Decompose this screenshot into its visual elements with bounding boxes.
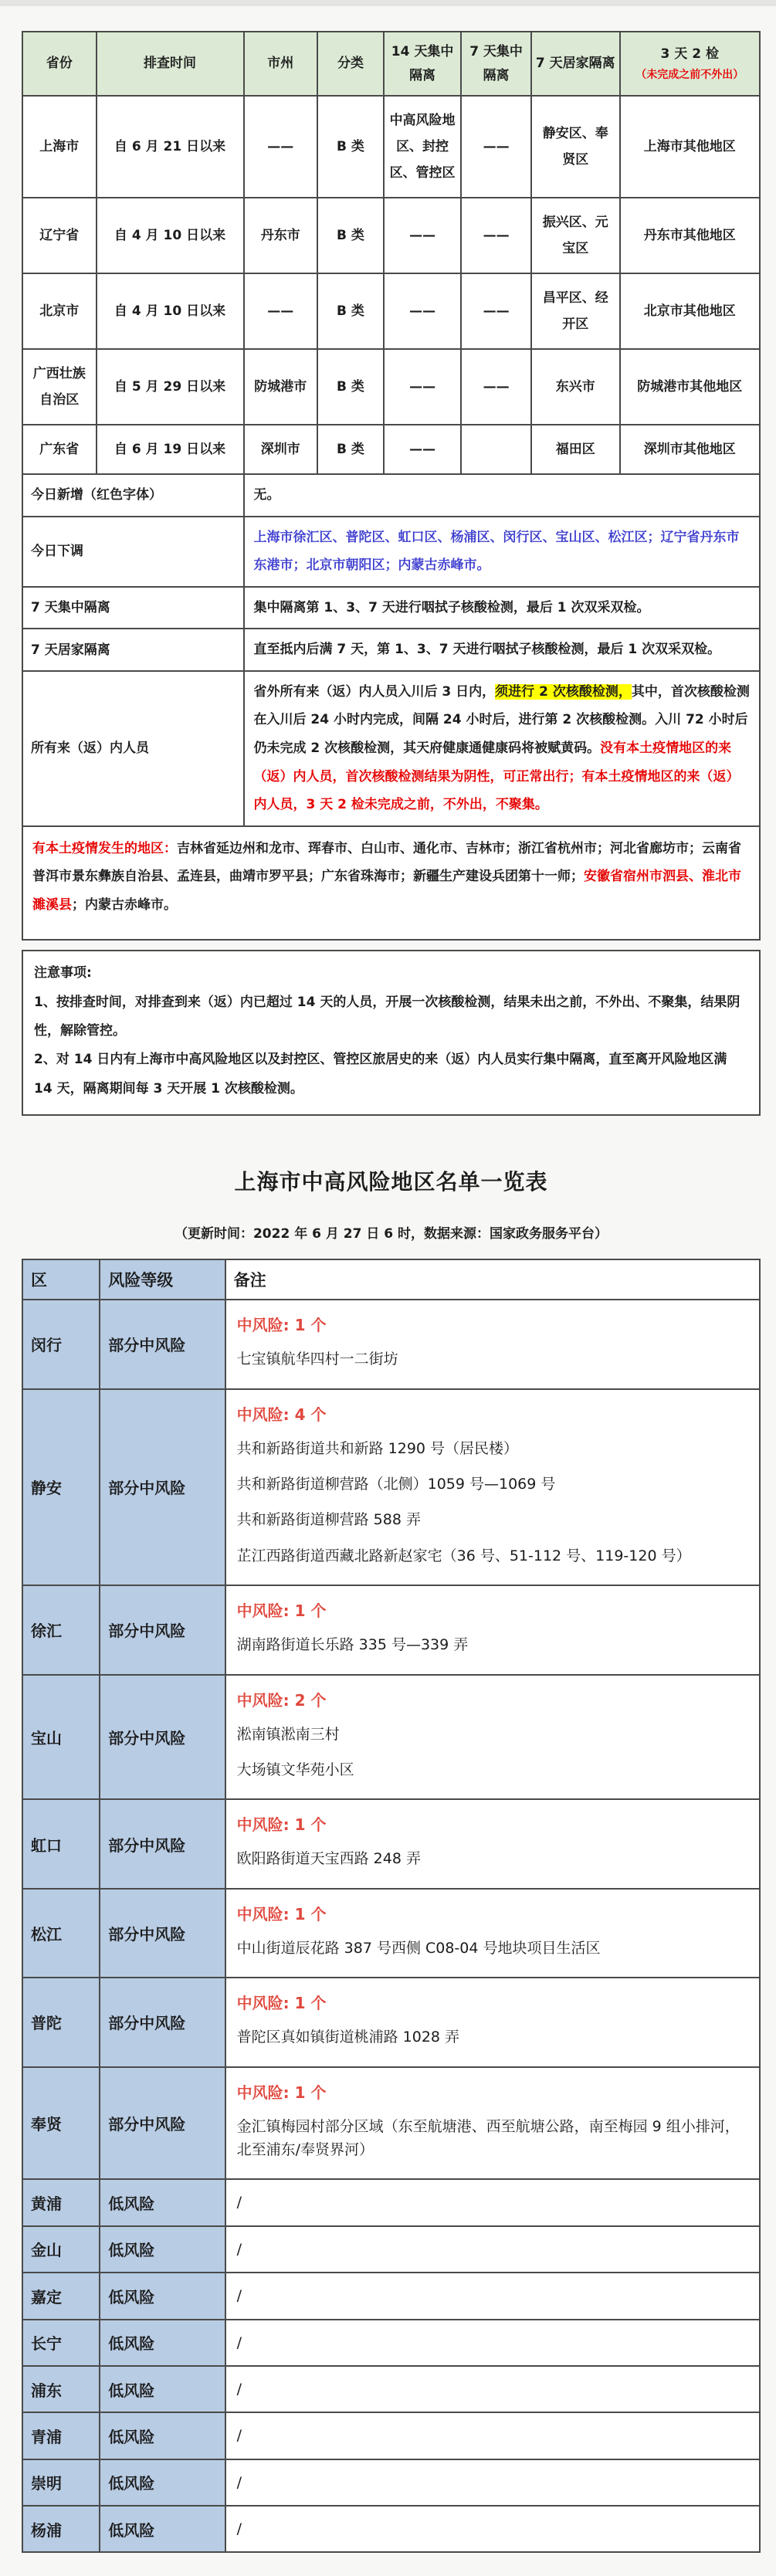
risk-level-cell: 部分中风险 — [100, 1585, 225, 1674]
address-line: / — [236, 2473, 242, 2491]
risk-count-label: 中风险: 1 个 — [236, 1316, 327, 1335]
cell: 北京市 — [22, 273, 97, 349]
table-row — [22, 2179, 760, 2225]
cell: 上海市其他地区 — [620, 96, 760, 198]
cell: B 类 — [317, 349, 384, 425]
remark-cell — [225, 1389, 760, 1586]
risk-count-label: 中风险: 1 个 — [236, 1602, 327, 1621]
cell: 辽宁省 — [22, 198, 97, 273]
cell: 昌平区、经开区 — [531, 273, 620, 349]
info-row — [22, 587, 760, 629]
risk-area-table — [22, 1259, 761, 2553]
section2-subtitle: （更新时间：2022 年 6 月 27 日 6 时，数据来源：国家政务服务平台） — [174, 1226, 608, 1242]
notes-box — [22, 950, 761, 1116]
cell: —— — [244, 96, 318, 198]
table-row — [22, 349, 760, 425]
district-cell: 浦东 — [22, 2366, 100, 2412]
info-row-label: 今日新增（红色字体） — [22, 474, 244, 517]
info-row — [22, 671, 760, 826]
cell: 丹东市其他地区 — [620, 198, 760, 273]
cell: B 类 — [317, 273, 384, 349]
text-segment: 无。 — [253, 487, 280, 503]
info-row-value — [244, 671, 761, 826]
table-row — [22, 198, 760, 273]
cell: —— — [461, 96, 531, 198]
column-header-label: 分类 — [337, 56, 364, 72]
column-header — [384, 32, 461, 96]
address-line: 七宝镇航华四村一二街坊 — [236, 1351, 398, 1368]
cell: B 类 — [317, 425, 384, 474]
note-item: 2、对 14 日内有上海市中高风险地区以及封控区、管控区旅居史的来（返）内人员实行集中隔离，直至离开风险地区满 14 天，隔离期间每 3 天开展 1 次核酸检测。 — [34, 1052, 727, 1096]
remark-cell — [225, 2459, 760, 2506]
table-row — [22, 2506, 760, 2552]
info-row-value — [244, 629, 761, 671]
remark-cell — [225, 2366, 760, 2412]
risk-level-cell: 部分中风险 — [100, 1799, 225, 1888]
risk-level-cell: 部分中风险 — [100, 1389, 225, 1586]
district-cell: 普陀 — [22, 1978, 100, 2066]
risk-level-cell: 部分中风险 — [100, 1978, 225, 2066]
remark-cell — [225, 1978, 760, 2066]
remark-cell — [225, 1889, 760, 1978]
address-line: 湖南路街道长乐路 335 号—339 弄 — [236, 1636, 469, 1654]
district-cell: 嘉定 — [22, 2273, 100, 2319]
cell: —— — [461, 273, 531, 349]
info-row — [22, 629, 760, 671]
column-header — [317, 32, 384, 96]
table-row — [22, 2412, 760, 2459]
info-row — [22, 517, 760, 587]
cell: 上海市 — [22, 96, 97, 198]
risk-count-label: 中风险: 1 个 — [236, 1904, 327, 1924]
table-row — [22, 2366, 760, 2412]
column-header-label: 市州 — [267, 56, 294, 72]
column-header — [97, 32, 244, 96]
cell: —— — [244, 273, 318, 349]
text-segment: 没有本土疫情地区的来（返）内人员，首次核酸检测结果为阴性，可正常出行；有本土疫情地区的来（返）内人员，3 天 2 检未完成之前，不外出，不聚集。 — [253, 741, 740, 813]
table-row — [22, 2273, 760, 2319]
cell: —— — [384, 273, 461, 349]
column-header-label: 7 天集中隔离 — [469, 44, 523, 83]
column-header: 区 — [22, 1259, 100, 1300]
column-header: 风险等级 — [100, 1259, 225, 1300]
text-segment: ；内蒙古赤峰市。 — [72, 897, 177, 913]
text-segment: 安徽省宿州市泗县、淮北市濉溪县 — [32, 869, 741, 913]
address-line: / — [236, 2380, 242, 2398]
policy-table-header — [22, 32, 760, 96]
outbreak-areas-row — [22, 826, 760, 941]
cell: —— — [461, 198, 531, 273]
text-segment: 上海市徐汇区、普陀区、虹口区、杨浦区、闵行区、宝山区、松江区；辽宁省丹东市东港市；北京市朝阳区；内蒙古赤峰市。 — [253, 529, 740, 574]
address-line: 淞南镇淞南三村 — [236, 1725, 340, 1743]
note-item: 1、按排查时间，对排查到来（返）内已超过 14 天的人员，开展一次核酸检测，结果未出之前，不外出、不聚集，结果阴性，解除管控。 — [34, 994, 740, 1039]
column-header-label: 14 天集中隔离 — [391, 44, 454, 83]
district-cell: 静安 — [22, 1389, 100, 1586]
column-header — [22, 32, 97, 96]
risk-level-cell: 低风险 — [100, 2320, 225, 2366]
cell: 福田区 — [531, 425, 620, 474]
table-row — [22, 1675, 760, 1800]
cell: B 类 — [317, 96, 384, 198]
column-header — [531, 32, 620, 96]
address-line: / — [236, 2427, 242, 2445]
info-row-value — [244, 474, 761, 517]
cell: 自 6 月 21 日以来 — [97, 96, 244, 198]
address-line: 普陀区真如镇街道桃浦路 1028 弄 — [236, 2029, 460, 2046]
text-segment: 其中，首次核酸检测在入川后 24 小时内完成，间隔 24 小时后，进行第 2 次核酸检测。入川 72 小时后仍未完成 2 次核酸检测，其天府健康通健康码将被赋黄码。 — [253, 683, 750, 757]
cell: 防城港市 — [244, 349, 318, 425]
table-row — [22, 96, 760, 198]
table-row — [22, 1799, 760, 1888]
district-cell: 宝山 — [22, 1675, 100, 1800]
remark-cell — [225, 2412, 760, 2459]
column-header-label: 排查时间 — [144, 56, 196, 72]
address-line: 共和新路街道柳营路（北侧）1059 号—1069 号 — [236, 1476, 556, 1493]
column-header — [461, 32, 531, 96]
remark-cell — [225, 1585, 760, 1674]
info-row-label: 今日下调 — [22, 517, 244, 587]
table-row — [22, 2067, 760, 2180]
risk-level-cell: 低风险 — [100, 2226, 225, 2273]
address-line: / — [236, 2287, 242, 2305]
text-segment: 须进行 2 次核酸检测， — [495, 683, 632, 700]
cell: —— — [384, 425, 461, 474]
district-cell: 长宁 — [22, 2320, 100, 2366]
address-line: 欧阳路街道天宝西路 248 弄 — [236, 1850, 421, 1868]
remark-cell — [225, 2067, 760, 2180]
header-row — [22, 1259, 760, 1300]
cell: 广西壮族自治区 — [22, 349, 97, 425]
info-row-label: 所有来（返）内人员 — [22, 671, 244, 826]
district-cell: 徐汇 — [22, 1585, 100, 1674]
column-header: 备注 — [225, 1259, 760, 1300]
district-cell: 闵行 — [22, 1300, 100, 1388]
notes-title: 注意事项: — [34, 965, 92, 981]
page — [0, 6, 776, 2576]
address-line: 共和新路街道共和新路 1290 号（居民楼） — [236, 1439, 519, 1457]
risk-level-cell: 低风险 — [100, 2506, 225, 2552]
info-row-label: 7 天居家隔离 — [22, 629, 244, 671]
cell: 自 5 月 29 日以来 — [97, 349, 244, 425]
district-cell: 黄浦 — [22, 2179, 100, 2225]
risk-count-label: 中风险: 1 个 — [236, 1815, 327, 1835]
column-header — [244, 32, 318, 96]
policy-table-body — [22, 96, 760, 940]
district-cell: 杨浦 — [22, 2506, 100, 2552]
remark-cell — [225, 2506, 760, 2552]
risk-level-cell: 低风险 — [100, 2412, 225, 2459]
remark-cell — [225, 1675, 760, 1800]
table-row — [22, 273, 760, 349]
risk-level-cell: 部分中风险 — [100, 1889, 225, 1978]
address-line: / — [236, 2334, 242, 2351]
text-segment: 吉林省延边州和龙市、珲春市、白山市、通化市、吉林市；浙江省杭州市；河北省廊坊市；云南省普洱市景东彝族自治县、孟连县，曲靖市罗平县；广东省珠海市；新疆生产建设兵团第十一师； — [32, 840, 741, 885]
text-segment: 集中隔离第 1、3、7 天进行咽拭子核酸检测，最后 1 次双采双检。 — [253, 599, 650, 615]
district-cell: 崇明 — [22, 2459, 100, 2506]
cell: 防城港市其他地区 — [620, 349, 760, 425]
remark-cell — [225, 2273, 760, 2319]
info-row-value — [244, 517, 761, 587]
info-row-value — [244, 587, 761, 629]
cell: 自 4 月 10 日以来 — [97, 273, 244, 349]
table-row — [22, 1300, 760, 1388]
risk-count-label: 中风险: 2 个 — [236, 1690, 327, 1710]
address-line: / — [236, 2240, 242, 2258]
cell: —— — [384, 349, 461, 425]
address-line: / — [236, 2520, 242, 2538]
text-segment: 省外所有来（返）内人员入川后 3 日内， — [253, 683, 496, 700]
cell: 北京市其他地区 — [620, 273, 760, 349]
cell: 深圳市其他地区 — [620, 425, 760, 474]
outbreak-areas-text — [22, 826, 760, 941]
risk-level-cell: 部分中风险 — [100, 1300, 225, 1388]
risk-level-cell: 低风险 — [100, 2459, 225, 2506]
section2-title: 上海市中高风险地区名单一览表 — [234, 1169, 548, 1195]
table-row — [22, 1389, 760, 1586]
cell: 自 4 月 10 日以来 — [97, 198, 244, 273]
district-cell: 松江 — [22, 1889, 100, 1978]
photo-edge-strip — [0, 0, 776, 6]
header-row — [22, 32, 760, 96]
risk-level-cell: 低风险 — [100, 2273, 225, 2319]
cell: 静安区、奉贤区 — [531, 96, 620, 198]
column-header-note: （未完成之前不外出） — [635, 69, 744, 82]
table-row — [22, 2459, 760, 2506]
column-header — [620, 32, 760, 96]
address-line: 共和新路街道柳营路 588 弄 — [236, 1511, 421, 1529]
risk-count-label: 中风险: 4 个 — [236, 1405, 327, 1424]
risk-level-cell: 低风险 — [100, 2179, 225, 2225]
risk-level-cell: 部分中风险 — [100, 2067, 225, 2180]
cell: B 类 — [317, 198, 384, 273]
remark-cell — [225, 2226, 760, 2273]
text-segment: 直至抵内后满 7 天，第 1、3、7 天进行咽拭子核酸检测，最后 1 次双采双检。 — [253, 642, 721, 658]
cell: 丹东市 — [244, 198, 318, 273]
remark-cell — [225, 2179, 760, 2225]
policy-table — [22, 31, 761, 941]
cell: 自 6 月 19 日以来 — [97, 425, 244, 474]
risk-table-body — [22, 1300, 760, 2552]
table-row — [22, 1585, 760, 1674]
risk-level-cell: 低风险 — [100, 2366, 225, 2412]
cell: 东兴市 — [531, 349, 620, 425]
cell: 振兴区、元宝区 — [531, 198, 620, 273]
text-segment: 有本土疫情发生的地区： — [32, 840, 177, 856]
cell: 深圳市 — [244, 425, 318, 474]
cell: 广东省 — [22, 425, 97, 474]
risk-table-header — [22, 1259, 760, 1300]
cell: —— — [384, 198, 461, 273]
district-cell: 青浦 — [22, 2412, 100, 2459]
address-line: 芷江西路街道西藏北路新赵家宅（36 号、51-112 号、119-120 号） — [236, 1547, 691, 1564]
table-row — [22, 425, 760, 474]
address-line: / — [236, 2194, 242, 2212]
address-line: 金汇镇梅园村部分区域（东至航塘港、西至航塘公路，南至梅园 9 组小排河，北至浦东/奉贤界河） — [236, 2117, 740, 2158]
info-row-label: 7 天集中隔离 — [22, 587, 244, 629]
address-line: 大场镇文华苑小区 — [236, 1761, 354, 1778]
table-row — [22, 2226, 760, 2273]
table-row — [22, 2320, 760, 2366]
district-cell: 奉贤 — [22, 2067, 100, 2180]
remark-cell — [225, 1300, 760, 1388]
risk-level-cell: 部分中风险 — [100, 1675, 225, 1800]
district-cell: 虹口 — [22, 1799, 100, 1888]
table-row — [22, 1889, 760, 1978]
column-header-label: 3 天 2 检 — [660, 46, 719, 62]
cell — [461, 425, 531, 474]
remark-cell — [225, 2320, 760, 2366]
risk-count-label: 中风险: 1 个 — [236, 2083, 327, 2102]
info-row — [22, 474, 760, 517]
address-line: 中山街道辰花路 387 号西侧 C08-04 号地块项目生活区 — [236, 1939, 601, 1957]
table-row — [22, 1978, 760, 2066]
column-header-label: 省份 — [46, 56, 73, 72]
cell: —— — [461, 349, 531, 425]
column-header-label: 7 天居家隔离 — [535, 56, 615, 72]
cell: 中高风险地区、封控区、管控区 — [384, 96, 461, 198]
district-cell: 金山 — [22, 2226, 100, 2273]
risk-count-label: 中风险: 1 个 — [236, 1994, 327, 2013]
remark-cell — [225, 1799, 760, 1888]
